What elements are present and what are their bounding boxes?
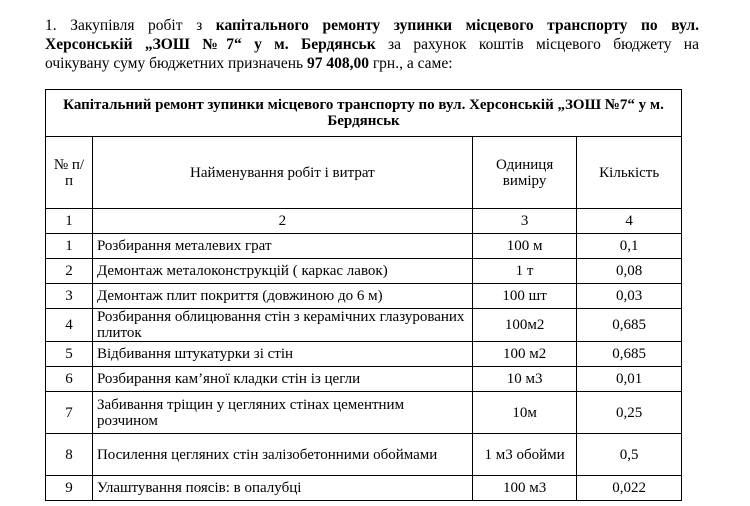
intro-location: Херсонській „ЗОШ №7“ у м. Бердянськ xyxy=(45,36,376,53)
row-name: Демонтаж плит покриття (довжиною до 6 м) xyxy=(92,284,472,309)
row-qty: 0,25 xyxy=(577,392,682,434)
row-name: Забивання тріщин у цегляних стінах цементним розчином xyxy=(92,392,472,434)
row-num: 6 xyxy=(46,367,93,392)
row-num: 8 xyxy=(46,434,93,476)
intro-paragraph xyxy=(45,16,699,73)
row-qty: 0,022 xyxy=(577,476,682,501)
intro-line-1 xyxy=(45,16,699,35)
row-qty: 0,685 xyxy=(577,342,682,367)
row-name: Улаштування поясів: в опалубці xyxy=(92,476,472,501)
column-index: 1 xyxy=(46,209,93,234)
row-num: 5 xyxy=(46,342,93,367)
row-name: Розбирання облицювання стін з керамічних глазурованих плиток xyxy=(92,309,472,342)
row-unit: 1 т xyxy=(472,259,577,284)
row-name: Посилення цегляних стін залізобетонними обоймами xyxy=(92,434,472,476)
intro-line-3 xyxy=(45,54,699,73)
table-row xyxy=(46,342,682,367)
table-row xyxy=(46,367,682,392)
table-row xyxy=(46,434,682,476)
row-qty: 0,08 xyxy=(577,259,682,284)
table-title: Капітальний ремонт зупинки місцевого транспорту по вул. Херсонській „ЗОШ №7“ у м. Бердянськ xyxy=(46,90,682,137)
intro-text: 1. Закупівля робіт з xyxy=(45,17,216,34)
intro-text: за рахунок коштів місцевого бюджету на xyxy=(375,36,699,53)
row-qty: 0,1 xyxy=(577,234,682,259)
table-row xyxy=(46,234,682,259)
row-unit: 10м xyxy=(472,392,577,434)
row-num: 1 xyxy=(46,234,93,259)
table-row xyxy=(46,309,682,342)
row-num: 3 xyxy=(46,284,93,309)
row-unit: 100 м xyxy=(472,234,577,259)
row-unit: 100 шт xyxy=(472,284,577,309)
header-qty: Кількість xyxy=(577,137,682,209)
row-name: Розбирання металевих грат xyxy=(92,234,472,259)
row-unit: 1 м3 обойми xyxy=(472,434,577,476)
intro-work-subject: капітального ремонту зупинки місцевого транспорту по вул. xyxy=(215,17,700,34)
table-row xyxy=(46,259,682,284)
row-num: 2 xyxy=(46,259,93,284)
row-name: Відбивання штукатурки зі стін xyxy=(92,342,472,367)
table-row xyxy=(46,476,682,501)
row-num: 9 xyxy=(46,476,93,501)
row-unit: 100 м2 xyxy=(472,342,577,367)
row-qty: 0,685 xyxy=(577,309,682,342)
header-num: № п/п xyxy=(46,137,93,209)
row-num: 4 xyxy=(46,309,93,342)
row-num: 7 xyxy=(46,392,93,434)
row-unit: 100 м3 xyxy=(472,476,577,501)
works-table xyxy=(45,89,682,501)
row-qty: 0,5 xyxy=(577,434,682,476)
table-row xyxy=(46,392,682,434)
row-name: Розбирання кам’яної кладки стін із цегли xyxy=(92,367,472,392)
column-index: 4 xyxy=(577,209,682,234)
row-unit: 10 м3 xyxy=(472,367,577,392)
table-title-row xyxy=(46,90,682,137)
column-index-row xyxy=(46,209,682,234)
intro-line-2 xyxy=(45,35,699,54)
column-index: 3 xyxy=(472,209,577,234)
row-qty: 0,03 xyxy=(577,284,682,309)
budget-amount: 97 408,00 xyxy=(306,55,369,72)
header-name: Найменування робіт і витрат xyxy=(92,137,472,209)
table-row xyxy=(46,284,682,309)
column-index: 2 xyxy=(92,209,472,234)
table-header-row xyxy=(46,137,682,209)
header-unit: Одиниця виміру xyxy=(472,137,577,209)
intro-text: очікувану суму бюджетних призначень xyxy=(45,55,307,72)
intro-text: грн., а саме: xyxy=(368,55,453,72)
row-qty: 0,01 xyxy=(577,367,682,392)
row-name: Демонтаж металоконструкцій ( каркас лавок) xyxy=(92,259,472,284)
row-unit: 100м2 xyxy=(472,309,577,342)
